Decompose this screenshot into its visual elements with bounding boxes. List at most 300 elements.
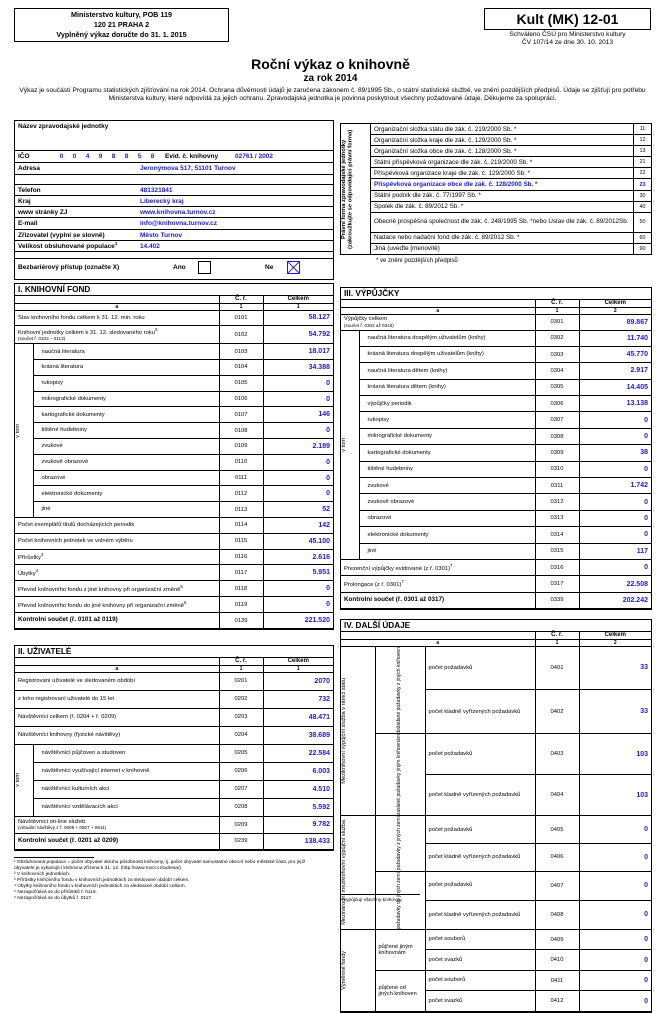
row-code: 0110 — [219, 454, 263, 470]
subgroup-label — [375, 734, 425, 816]
table-row — [15, 726, 333, 744]
row-label — [359, 510, 535, 526]
row-value[interactable]: 0 — [263, 470, 333, 486]
row-note: (součet ř. 0103 – 0113) — [18, 336, 66, 342]
barrier-label: Bezbariérový přístup (označte X) — [18, 263, 120, 271]
subgroup-label — [375, 970, 425, 1011]
section-title: IV. DALŠÍ ÚDAJE — [341, 620, 651, 632]
row-note: (součet ř. 0302 až 0315) — [344, 322, 394, 328]
row-code: 0405 — [535, 816, 579, 844]
row-value[interactable]: 0 — [263, 391, 333, 407]
unit-field — [15, 230, 333, 241]
row-label — [341, 592, 535, 608]
row-label — [359, 412, 535, 428]
col-header-1: 1 — [219, 303, 263, 310]
legal-form-option[interactable]: Organizační složka státu dle zák. č. 219/2000 Sb. * — [371, 124, 634, 135]
row-value[interactable]: 18.017 — [263, 344, 333, 360]
ico-digit: 5 — [137, 153, 142, 160]
row-label — [33, 502, 219, 518]
blank-row — [15, 252, 333, 259]
field-value: Jeronýmova 517, 51101 Turnov — [140, 165, 236, 172]
row-code: 0314 — [535, 527, 579, 543]
row-value[interactable]: 142 — [263, 518, 333, 534]
unit-field — [15, 218, 333, 230]
row-code: 0404 — [535, 775, 579, 816]
table-row — [341, 461, 651, 477]
row-value[interactable]: 0 — [263, 454, 333, 470]
row-label-text: Knihovní jednotky celkem k 31. 12. sledovaného roku — [18, 330, 155, 337]
row-code: 0406 — [535, 843, 579, 871]
row-value[interactable]: 202.242 — [579, 592, 651, 608]
row-value[interactable]: 38 — [579, 445, 651, 461]
row-value[interactable]: 221.520 — [263, 613, 333, 629]
row-value[interactable]: 0 — [263, 423, 333, 439]
row-label: počet souborů — [425, 929, 535, 950]
row-code: 0412 — [535, 991, 579, 1012]
row-value[interactable]: 0 — [579, 900, 651, 929]
field-label: Zřizovatel (vyplní se slovně) — [18, 231, 105, 239]
field-label: www stránky ZJ — [18, 208, 68, 216]
row-label — [341, 559, 535, 575]
row-label — [15, 518, 219, 534]
ico-digit: 8 — [111, 153, 116, 160]
row-label-text: Přírůstky — [18, 554, 41, 561]
row-value[interactable]: 103 — [579, 734, 651, 775]
legal-form-option[interactable]: Organizační složka kraje dle zák. č. 129/2000 Sb. * — [371, 135, 634, 146]
row-code: 0103 — [219, 344, 263, 360]
row-value[interactable]: 0 — [579, 559, 651, 575]
field-label: Kraj — [18, 197, 31, 205]
row-code: 0316 — [535, 559, 579, 575]
col-header-row-no: Č. ř. — [535, 300, 579, 307]
evid-value: 02761 / 2002 — [235, 153, 273, 160]
row-code: 0312 — [535, 494, 579, 510]
ministry-line: Vyplněný výkaz doručte do 31. 1. 2015 — [56, 30, 187, 39]
row-value[interactable]: 2070 — [263, 672, 333, 690]
row-value[interactable]: 34.388 — [263, 360, 333, 376]
loans-table — [341, 300, 651, 609]
table-row — [341, 445, 651, 461]
row-code: 0309 — [535, 445, 579, 461]
row-value[interactable]: 0 — [263, 486, 333, 502]
row-code: 0201 — [219, 672, 263, 690]
legal-form-option[interactable]: Příspěvková organizace kraje dle zák. č. 129/2000 Sb. * — [371, 168, 634, 179]
row-label — [33, 375, 219, 391]
unit-field — [15, 207, 333, 218]
section-other-data — [340, 619, 652, 1013]
row-code: 0315 — [535, 543, 579, 559]
table-row — [341, 363, 651, 379]
legal-form-option[interactable]: Organizační složka obce dle zák. č. 128/2000 Sb. * — [371, 146, 634, 157]
row-code: 0308 — [535, 428, 579, 444]
row-value[interactable]: 13.138 — [579, 396, 651, 412]
table-row — [15, 344, 333, 360]
row-value[interactable]: 14.405 — [579, 379, 651, 395]
row-label-text: Počet knihovních jednotek ve volném výběru — [18, 538, 133, 545]
row-code: 0101 — [219, 310, 263, 326]
footnote-divider — [340, 894, 420, 895]
table-row — [341, 379, 651, 395]
legal-form-vertical-label — [341, 124, 371, 255]
row-label-text: mikrografické dokumenty — [367, 433, 432, 440]
group-label-text: Výměnné fondy — [341, 950, 347, 990]
row-label-text: Počet exemplářů titulů docházejících periodik — [18, 522, 135, 529]
row-label — [359, 461, 535, 477]
row-label — [15, 310, 219, 326]
subgroup-label — [375, 929, 425, 970]
row-value[interactable]: 0 — [579, 843, 651, 871]
subgroup-label-text: půjčené od jiných knihoven — [378, 984, 417, 997]
row-label — [33, 744, 219, 762]
row-label-text: Prezenční výpůjčky evidované (z ř. 0301) — [344, 565, 451, 572]
table-row — [15, 502, 333, 518]
ico-digits — [55, 153, 159, 160]
legal-form-code: 40 — [634, 201, 652, 212]
field-label: Adresa — [18, 165, 41, 172]
ico-digit: 8 — [150, 153, 155, 160]
row-value[interactable]: 54.792 — [263, 326, 333, 344]
subgroup-label-text: půjčené jiným knihovnám — [378, 943, 413, 956]
users-table — [15, 658, 333, 850]
row-value[interactable]: 5.951 — [263, 565, 333, 581]
form-code: Kult (MK) 12-01 — [484, 8, 651, 30]
row-code: 0204 — [219, 726, 263, 744]
row-value[interactable]: 1.742 — [579, 478, 651, 494]
row-value[interactable]: 33 — [579, 646, 651, 690]
row-value[interactable]: 0 — [579, 871, 651, 900]
barrier-no-checkbox[interactable] — [287, 261, 300, 274]
row-label-text: Výpůjčky celkem — [344, 316, 388, 323]
row-label-text: zvukově obrazové — [41, 459, 89, 466]
row-label-text: Návštěvníci on-line služeb — [18, 818, 86, 825]
row-code: 0109 — [219, 439, 263, 455]
unit-field — [15, 185, 333, 196]
row-label: počet kladně vyřízených požadavků — [425, 775, 535, 816]
row-label-text: výpůjčky periodik — [367, 400, 412, 407]
row-label — [359, 363, 535, 379]
ico-digit: 0 — [59, 153, 64, 160]
row-code: 0409 — [535, 929, 579, 950]
field-value: Liberecký kraj — [140, 197, 184, 205]
col-header-total: Celkem — [579, 300, 651, 307]
row-label — [359, 346, 535, 362]
row-value[interactable]: 33 — [579, 690, 651, 734]
field-label: E-mail — [18, 220, 38, 227]
row-value[interactable]: 0 — [579, 950, 651, 971]
footnote: ⁶ Nezapočítává se do úbytků ř. 0117. — [14, 896, 93, 901]
table-row — [15, 565, 333, 581]
legal-form-code: 22 — [634, 168, 652, 179]
table-row — [341, 478, 651, 494]
legal-form-table — [340, 123, 652, 255]
row-label-text: Návštěvníci celkem (ř. 0204 + ř. 0209) — [18, 713, 117, 720]
row-code: 0310 — [535, 461, 579, 477]
barrier-yes-checkbox[interactable] — [198, 261, 211, 274]
row-label-text: z toho registrovaní uživatelé do 15 let — [18, 695, 115, 702]
legal-form-code: 12 — [634, 135, 652, 146]
footnote: ¹ Obsluhovaná populace = počet obyvatel okruhu působnosti knihovny, tj. počet obyvatel samostatné obecní nebo městské části, pro jejíž obyvatele je vykazující knihovna zřízena k 31. 12. (http://www.mvcr.cz/adresa/). — [14, 860, 306, 871]
field-label-text: Velikost obsluhované populace — [18, 243, 115, 251]
row-code: 0102 — [219, 326, 263, 344]
row-value[interactable]: 0 — [579, 412, 651, 428]
table-row — [15, 310, 333, 326]
legal-form-option[interactable]: Státní podnik dle zák. č. 77/1997 Sb. * — [371, 190, 634, 201]
row-label — [15, 833, 219, 849]
col-header-1: 1 — [535, 639, 579, 646]
row-label-text: Úbytky — [18, 570, 36, 577]
table-row — [341, 510, 651, 526]
row-value[interactable]: 146 — [263, 407, 333, 423]
footnote-mark: 3 — [40, 551, 44, 557]
row-label — [33, 344, 219, 360]
row-code: 0302 — [535, 330, 579, 346]
row-value[interactable]: 0 — [579, 929, 651, 950]
row-value[interactable]: 0 — [579, 991, 651, 1012]
row-value[interactable]: 45.770 — [579, 346, 651, 362]
row-label — [359, 478, 535, 494]
table-row — [341, 494, 651, 510]
field-label — [15, 241, 140, 250]
row-label — [33, 486, 219, 502]
row-value[interactable]: 22.584 — [263, 744, 333, 762]
footnote: ⁴ Úbytky knihovního fondu v knihovních jednotkách za sledované období celkem. — [14, 884, 186, 889]
col-header-1: 1 — [263, 665, 333, 672]
footnote-mark: 7 — [450, 562, 453, 568]
row-label — [359, 445, 535, 461]
table-row — [341, 330, 651, 346]
ico-digit: 4 — [85, 153, 90, 160]
ico-row — [15, 151, 333, 163]
row-label — [341, 314, 535, 330]
row-value[interactable]: 38.689 — [263, 726, 333, 744]
row-value[interactable]: 0 — [579, 510, 651, 526]
legal-form-option[interactable]: Nadace nebo nadační fond dle zák. č. 89/2012 Sb. * — [371, 232, 634, 243]
field-value: info@knihovna.turnov.cz — [140, 220, 217, 227]
row-value[interactable]: 5.592 — [263, 798, 333, 816]
blank-row — [15, 175, 333, 185]
row-label — [359, 527, 535, 543]
row-label — [15, 533, 219, 549]
row-label — [15, 565, 219, 581]
row-label-text: návštěvníci půjčoven a studoven — [41, 749, 126, 756]
row-label-text: krásná literatura dětem (knihy) — [367, 384, 446, 391]
row-label — [33, 439, 219, 455]
approval-note — [484, 31, 651, 47]
row-code: 0106 — [219, 391, 263, 407]
subgroup-label-text: požadavky z jiných zemí — [396, 816, 403, 871]
row-value[interactable]: 22.508 — [579, 576, 651, 592]
legal-form-code: 60 — [634, 232, 652, 243]
row-label — [15, 708, 219, 726]
legal-form-option[interactable]: Spolek dle zák. č. 89/2012 Sb. * — [371, 201, 634, 212]
row-value[interactable]: 2.616 — [263, 549, 333, 565]
col-header-row-no: Č. ř. — [535, 632, 579, 639]
row-value[interactable]: 2.189 — [263, 439, 333, 455]
row-label-text: naučná literatura dětem (knihy) — [367, 367, 448, 374]
legal-form-option[interactable]: Obecně prospěšná společnost dle zák. č. 248/1995 Sb. *nebo Ústav dle zák. č. 89/2012Sb. — [371, 212, 634, 232]
row-label-text: Prolongace (z ř. 0301) — [344, 581, 402, 588]
row-value[interactable]: 0 — [579, 461, 651, 477]
row-code: 0311 — [535, 478, 579, 494]
row-label-text: mikrografické dokumenty — [41, 395, 106, 402]
table-row — [15, 833, 333, 849]
table-row — [15, 780, 333, 798]
barrier-row — [15, 259, 333, 275]
row-label — [15, 816, 219, 833]
col-header-a: a — [15, 303, 219, 310]
row-label — [359, 379, 535, 395]
row-label — [15, 613, 219, 629]
row-value[interactable]: 103 — [579, 775, 651, 816]
row-label — [15, 690, 219, 708]
intro-text: Výkaz je součástí Programu statistických zjišťování na rok 2014. Ochrana důvěrnosti údajů je zaručena zákonem č. 89/1995 Sb., o státní statistické službě, ve znění pozdějších předpisů. Údaje se zjišťují pro potřebu Ministerstva kultury, které odpovídá za jejich ochranu. Zpravodajská jednotka je povinna poskytnout všechny požadované údaje. Děkujeme za spolupráci. — [19, 87, 646, 103]
row-label-text: Kontrolní součet (ř. 0301 až 0317) — [344, 595, 445, 603]
row-value[interactable]: 6.003 — [263, 762, 333, 780]
row-value[interactable]: 138.433 — [263, 833, 333, 849]
row-code: 0209 — [219, 816, 263, 833]
row-value[interactable]: 2.917 — [579, 363, 651, 379]
table-row — [15, 708, 333, 726]
col-header-1: 1 — [535, 307, 579, 314]
footnote-mark: 2 — [154, 327, 158, 333]
col-header-total: Celkem — [263, 296, 333, 303]
row-code: 0115 — [219, 533, 263, 549]
table-row — [341, 412, 651, 428]
row-value[interactable]: 48.471 — [263, 708, 333, 726]
legal-form-option[interactable]: Jiná (uveďte [menovitě) — [371, 243, 634, 254]
table-row — [15, 454, 333, 470]
table-row — [15, 798, 333, 816]
col-header-a: a — [341, 307, 535, 314]
row-value[interactable]: 0 — [579, 527, 651, 543]
col-header-1: 1 — [263, 303, 333, 310]
library-fund-table — [15, 296, 333, 629]
table-row — [15, 533, 333, 549]
row-label: počet požadavků — [425, 871, 535, 900]
row-code: 0118 — [219, 581, 263, 597]
v-tom-text: v tom — [15, 773, 21, 787]
row-label-text: elektronické dokumenty — [41, 490, 103, 497]
row-label — [33, 798, 219, 816]
row-code: 0411 — [535, 970, 579, 991]
row-label-text: rukopisy — [41, 380, 64, 387]
approval-line: Schváleno ČSÚ pro Ministerstvo kultury — [509, 31, 626, 38]
row-value[interactable]: 732 — [263, 690, 333, 708]
row-value[interactable]: 45.100 — [263, 533, 333, 549]
footnotes — [14, 860, 314, 902]
row-value[interactable]: 4.510 — [263, 780, 333, 798]
ministry-line: Ministerstvo kultury, POB 119 — [71, 10, 172, 19]
row-code: 0139 — [219, 613, 263, 629]
subgroup-label — [375, 816, 425, 871]
ministry-line: 120 21 PRAHA 2 — [93, 20, 150, 29]
unit-field — [15, 163, 333, 175]
table-row — [15, 762, 333, 780]
row-value[interactable]: 0 — [579, 970, 651, 991]
row-label-text: zvukové — [41, 443, 63, 450]
table-row — [15, 597, 333, 613]
page-subtitle: za rok 2014 — [303, 73, 358, 84]
row-label-text: Převod knihovního fondu do jiné knihovny při organizační změně — [18, 602, 184, 609]
evid-label: Evid. č. knihovny — [165, 153, 219, 160]
row-label: počet souborů — [425, 970, 535, 991]
row-value[interactable]: 52 — [263, 502, 333, 518]
row-label-text: elektronické dokumenty — [367, 531, 429, 538]
row-value[interactable]: 89.867 — [579, 314, 651, 330]
section-title: III. VÝPŮJČKY — [341, 288, 651, 300]
row-code: 0307 — [535, 412, 579, 428]
legal-form-code-selected: 23 — [634, 179, 652, 190]
row-label — [33, 391, 219, 407]
row-label-text: tištěné hudebniny — [41, 427, 87, 434]
row-label — [33, 360, 219, 376]
row-value[interactable]: 9.782 — [263, 816, 333, 833]
row-label — [33, 762, 219, 780]
row-label — [359, 396, 535, 412]
row-code: 0317 — [535, 576, 579, 592]
table-row — [341, 734, 651, 775]
row-code: 0119 — [219, 597, 263, 613]
section-title: I. KNIHOVNÍ FOND — [15, 284, 333, 296]
row-label — [359, 494, 535, 510]
footnote: ² V knihovních jednotkách. — [14, 872, 71, 877]
row-label — [15, 581, 219, 597]
row-label — [359, 428, 535, 444]
row-value[interactable]: 0 — [579, 494, 651, 510]
footnote: ⁵ Nezapočítává se do přírůstků ř. 0116. — [14, 890, 97, 895]
barrier-yes-label: Ano — [173, 263, 186, 271]
footnote-divider — [14, 857, 94, 858]
row-code: 0108 — [219, 423, 263, 439]
group-label-text: Meziknihovní výpůjční služba v rámci státu — [341, 678, 347, 784]
row-value[interactable]: 0 — [579, 428, 651, 444]
table-row — [15, 423, 333, 439]
table-row — [15, 816, 333, 833]
legal-form-option[interactable]: Státní příspěvková organizace dle zák. č. 219/2000 Sb. * — [371, 157, 634, 168]
row-value[interactable]: 0 — [263, 581, 333, 597]
row-label — [15, 726, 219, 744]
col-header-total: Celkem — [579, 632, 651, 639]
row-code: 0107 — [219, 407, 263, 423]
field-label: Telefon — [18, 186, 41, 194]
table-row — [15, 518, 333, 534]
footnote-mark: 7 — [401, 578, 404, 584]
row-value[interactable]: 0 — [263, 597, 333, 613]
row-value[interactable]: 58.127 — [263, 310, 333, 326]
row-code: 0303 — [535, 346, 579, 362]
legal-form-option-selected[interactable]: Příspěvková organizace obce dle zák. č. 128/2000 Sb. * — [371, 179, 634, 190]
table-row — [15, 613, 333, 629]
row-label-text: zvukové — [367, 482, 389, 489]
row-label — [33, 470, 219, 486]
row-label — [33, 454, 219, 470]
row-code: 0105 — [219, 375, 263, 391]
row-value[interactable]: 117 — [579, 543, 651, 559]
table-row — [341, 592, 651, 608]
unit-field — [15, 196, 333, 207]
row-label-text: kartografické dokumenty — [367, 449, 431, 456]
row-value[interactable]: 0 — [263, 375, 333, 391]
row-code: 0402 — [535, 690, 579, 734]
section-library-fund — [14, 283, 334, 630]
row-value[interactable]: 11.740 — [579, 330, 651, 346]
row-code: 0410 — [535, 950, 579, 971]
row-value[interactable]: 0 — [579, 816, 651, 844]
row-label-text: Stav knihovního fondu celkem k 31. 12. min. roku — [18, 314, 145, 321]
row-label: počet požadavků — [425, 646, 535, 690]
row-code: 0313 — [535, 510, 579, 526]
row-label: počet požadavků — [425, 816, 535, 844]
